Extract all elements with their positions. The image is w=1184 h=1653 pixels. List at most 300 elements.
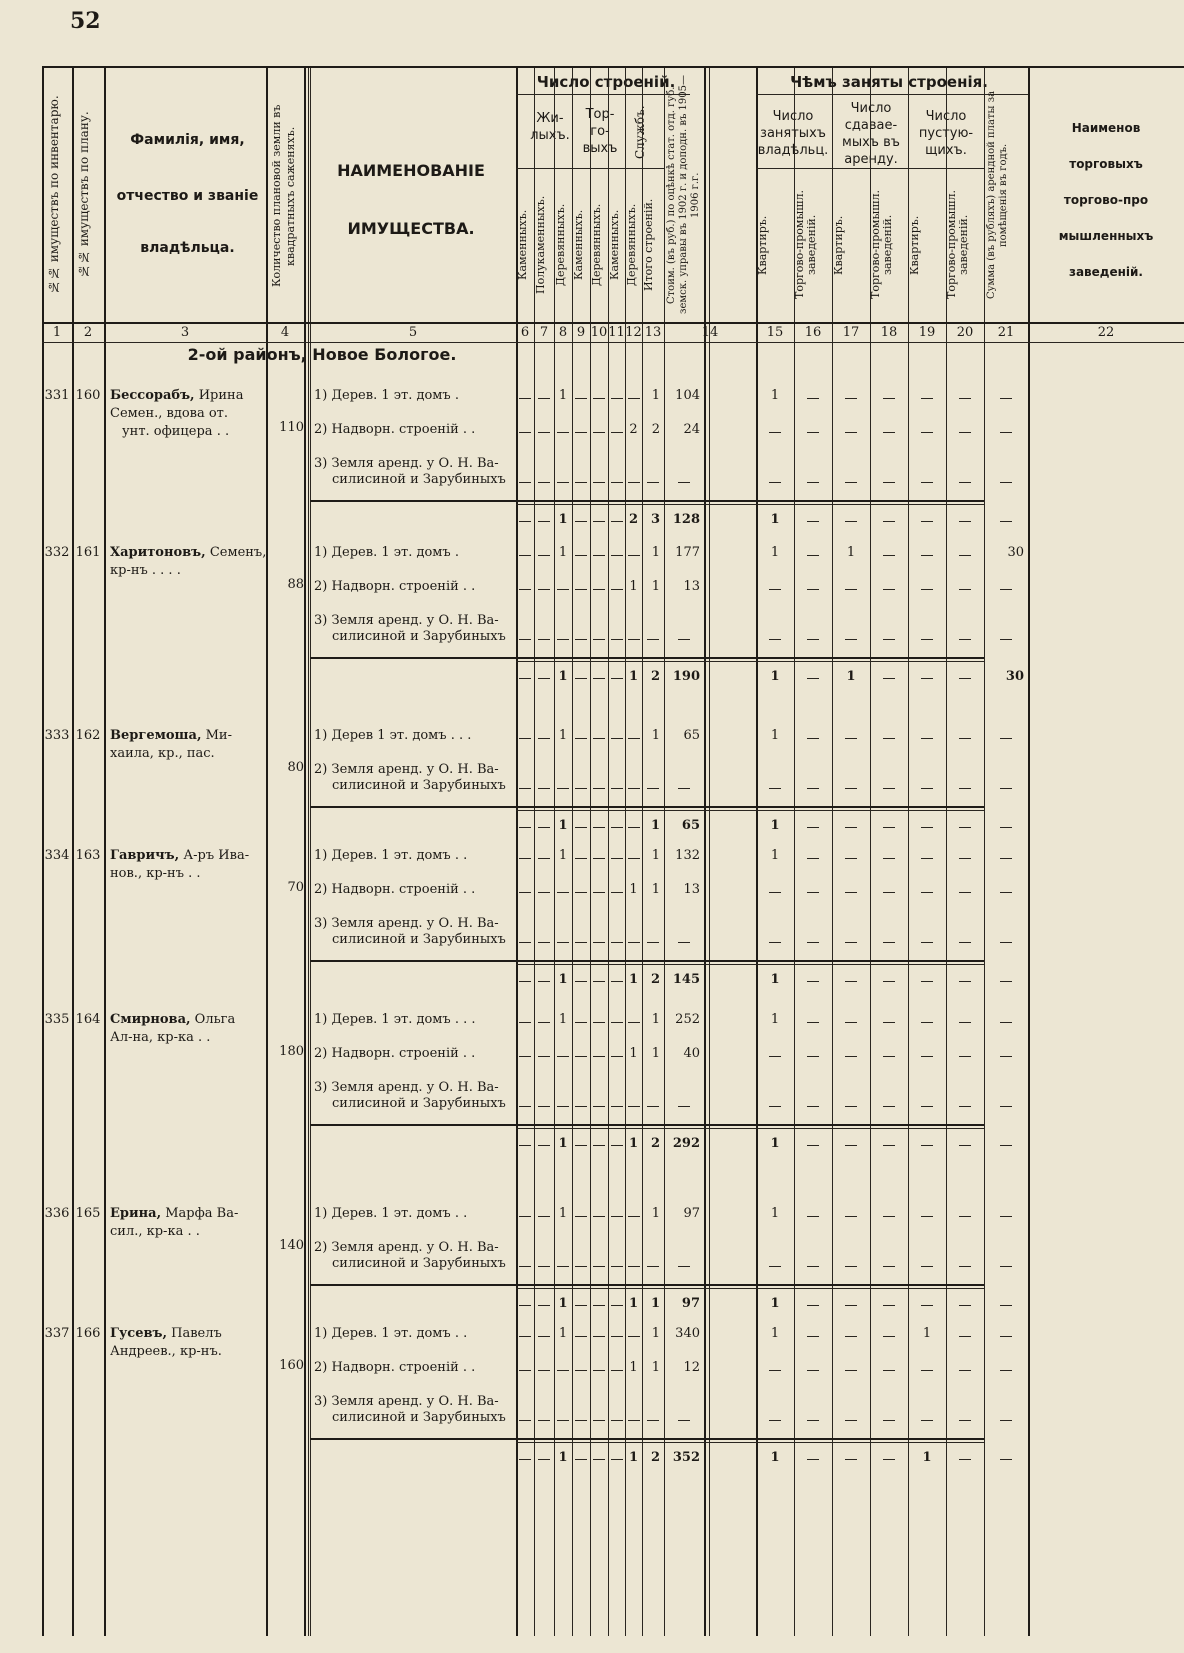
cell-dash (807, 942, 819, 943)
cell-dash (519, 1336, 531, 1337)
cell-c8: 1 (558, 1326, 568, 1341)
cell-c12: 1 (628, 669, 639, 684)
cell-dash (611, 398, 623, 399)
inventory-number: 334 (44, 848, 70, 863)
column-number: 10 (590, 325, 608, 340)
owner-given: Ирина (194, 388, 244, 403)
cell-dash (921, 1106, 933, 1107)
cell-dash (921, 827, 933, 828)
header-col22-line1: Наименов (1071, 121, 1141, 135)
cell-dash (575, 1145, 587, 1146)
cell-dash (611, 942, 623, 943)
cell-c14: 24 (683, 422, 700, 437)
cell-dash (959, 1336, 971, 1337)
cell-dash (593, 678, 605, 679)
cell-c14: 177 (675, 545, 700, 560)
property-item: 2) Надворн. строеній . . (314, 422, 476, 437)
cell-c15: 1 (770, 1326, 780, 1341)
cell-dash (519, 1266, 531, 1267)
header-group-buildings: Число строеній. (536, 73, 676, 91)
cell-dash (1000, 892, 1012, 893)
cell-dash (575, 1022, 587, 1023)
cell-dash (959, 788, 971, 789)
cell-dash (575, 678, 587, 679)
property-item: 3) Земля аренд. у О. Н. Ва- (314, 1394, 499, 1409)
cell-dash (921, 1420, 933, 1421)
cell-dash (628, 942, 640, 943)
property-item: 3) Земля аренд. у О. Н. Ва- (314, 613, 499, 628)
cell-c14: 65 (683, 728, 700, 743)
cell-dash (883, 639, 895, 640)
cell-dash (959, 1420, 971, 1421)
cell-dash (883, 788, 895, 789)
cell-dash (593, 1216, 605, 1217)
cell-dash (1000, 1056, 1012, 1057)
cell-dash (678, 942, 690, 943)
cell-dash (1000, 981, 1012, 982)
cell-dash (519, 521, 531, 522)
cell-c13: 2 (650, 669, 660, 684)
cell-dash (557, 1370, 569, 1371)
cell-dash (538, 942, 550, 943)
header-c12: Деревянныхъ. (625, 203, 638, 287)
cell-c15: 1 (770, 848, 780, 863)
column-number: 19 (918, 325, 936, 340)
cell-c14: 352 (672, 1450, 700, 1465)
subtotal-rule (310, 1124, 984, 1126)
cell-c13: 1 (651, 545, 660, 560)
cell-dash (1000, 1305, 1012, 1306)
cell-dash (807, 827, 819, 828)
cell-dash (593, 521, 605, 522)
cell-dash (628, 1420, 640, 1421)
cell-c14: 190 (672, 669, 700, 684)
subtotal-rule (310, 500, 984, 502)
property-item-cont: силисиной и Зарубиныхъ (332, 1410, 506, 1425)
header-col4: Количество плановой земли въ квадратныхъ саженяхъ. (270, 104, 297, 288)
property-item: 1) Дерев. 1 эт. домъ . . . (314, 1012, 476, 1027)
owner-name (110, 848, 249, 863)
cell-dash (959, 827, 971, 828)
property-item-cont: силисиной и Зарубиныхъ (332, 629, 506, 644)
cell-dash (883, 1459, 895, 1460)
plan-number: 161 (75, 545, 101, 560)
cell-dash (1000, 1266, 1012, 1267)
cell-dash (575, 981, 587, 982)
subtotal-rule (516, 1288, 984, 1289)
table-rule-horizontal (516, 94, 690, 95)
cell-dash (921, 678, 933, 679)
cell-dash (647, 1420, 659, 1421)
cell-dash (557, 1266, 569, 1267)
owner-surname: Ерина, (110, 1206, 162, 1221)
cell-dash (519, 827, 531, 828)
cell-dash (1000, 1336, 1012, 1337)
cell-c15: 1 (770, 669, 780, 684)
cell-dash (593, 1370, 605, 1371)
owner-surname: Смирнова, (110, 1012, 191, 1027)
header-col1: №№ имуществъ по инвентарю. (47, 95, 61, 295)
cell-c13: 1 (651, 728, 660, 743)
cell-dash (611, 738, 623, 739)
property-item: 3) Земля аренд. у О. Н. Ва- (314, 1080, 499, 1095)
cell-c14: 97 (681, 1296, 700, 1311)
cell-dash (575, 555, 587, 556)
cell-c14: 340 (675, 1326, 700, 1341)
cell-dash (519, 1145, 531, 1146)
property-item-cont: силисиной и Зарубиныхъ (332, 1096, 506, 1111)
cell-c8: 1 (558, 512, 568, 527)
cell-dash (959, 1305, 971, 1306)
cell-c12: 1 (628, 1136, 639, 1151)
inventory-table (42, 66, 1184, 1636)
cell-dash (883, 432, 895, 433)
cell-dash (1000, 432, 1012, 433)
cell-dash (593, 892, 605, 893)
cell-dash (807, 1022, 819, 1023)
owner-name (110, 728, 232, 743)
table-rule-vertical (310, 66, 311, 1636)
cell-dash (883, 555, 895, 556)
cell-dash (807, 1106, 819, 1107)
cell-dash (557, 639, 569, 640)
header-group-occupied: Чѣмъ заняты строенія. (790, 73, 988, 91)
cell-c13: 1 (651, 882, 660, 897)
cell-dash (959, 1459, 971, 1460)
cell-c8: 1 (558, 1450, 568, 1465)
header-c15: Квартиръ. (756, 215, 769, 275)
cell-dash (807, 1216, 819, 1217)
cell-dash (593, 858, 605, 859)
cell-dash (883, 482, 895, 483)
cell-dash (921, 788, 933, 789)
cell-c8: 1 (558, 728, 568, 743)
cell-c12: 1 (629, 1360, 638, 1375)
cell-dash (575, 1305, 587, 1306)
cell-dash (538, 1420, 550, 1421)
cell-c15: 1 (770, 1296, 780, 1311)
cell-dash (845, 398, 857, 399)
cell-dash (538, 738, 550, 739)
cell-dash (678, 482, 690, 483)
cell-c12: 1 (629, 579, 638, 594)
cell-dash (611, 1305, 623, 1306)
cell-dash (883, 1145, 895, 1146)
property-item: 3) Земля аренд. у О. Н. Ва- (314, 456, 499, 471)
column-number: 17 (842, 325, 860, 340)
cell-dash (845, 892, 857, 893)
subtotal-rule (516, 1128, 984, 1129)
cell-c12: 1 (628, 1296, 639, 1311)
table-rule-vertical (704, 66, 706, 1636)
cell-dash (807, 521, 819, 522)
cell-dash (593, 1106, 605, 1107)
cell-dash (1000, 858, 1012, 859)
cell-dash (769, 1420, 781, 1421)
table-rule-horizontal (756, 168, 984, 169)
table-rule-vertical (1028, 66, 1030, 1636)
cell-dash (519, 981, 531, 982)
cell-c13: 1 (651, 1360, 660, 1375)
cell-dash (628, 1106, 640, 1107)
cell-dash (883, 589, 895, 590)
cell-c21: 30 (1005, 669, 1024, 684)
cell-dash (807, 788, 819, 789)
cell-dash (557, 942, 569, 943)
cell-dash (593, 555, 605, 556)
cell-dash (959, 589, 971, 590)
cell-dash (845, 589, 857, 590)
cell-dash (769, 1370, 781, 1371)
owner-surname: Гусевъ, (110, 1326, 168, 1341)
cell-dash (538, 521, 550, 522)
table-rule-horizontal (516, 168, 664, 169)
cell-dash (538, 858, 550, 859)
cell-c13: 1 (651, 1206, 660, 1221)
owner-surname: Гавричъ, (110, 848, 180, 863)
owner-name (110, 1326, 222, 1341)
header-col22-line4: мышленныхъ (1058, 229, 1154, 243)
cell-dash (845, 1336, 857, 1337)
cell-dash (611, 521, 623, 522)
cell-dash (628, 639, 640, 640)
cell-dash (611, 589, 623, 590)
cell-dash (611, 827, 623, 828)
cell-dash (557, 589, 569, 590)
property-item-cont: силисиной и Зарубиныхъ (332, 1256, 506, 1271)
cell-dash (845, 1216, 857, 1217)
cell-c13: 1 (651, 1012, 660, 1027)
column-number: 2 (83, 325, 93, 340)
cell-dash (628, 738, 640, 739)
cell-dash (611, 1420, 623, 1421)
cell-dash (769, 1106, 781, 1107)
cell-dash (883, 858, 895, 859)
owner-surname: Вергемоша, (110, 728, 202, 743)
cell-dash (921, 1266, 933, 1267)
header-occ-empty: Число пустую-щихъ. (918, 109, 974, 158)
owner-name (110, 1012, 235, 1027)
cell-dash (575, 521, 587, 522)
cell-c14: 128 (672, 512, 700, 527)
cell-dash (593, 1145, 605, 1146)
cell-c13: 1 (651, 1046, 660, 1061)
cell-dash (538, 1106, 550, 1107)
cell-dash (557, 432, 569, 433)
header-c11: Каменныхъ. (608, 209, 621, 281)
cell-c15: 1 (770, 545, 780, 560)
cell-dash (538, 827, 550, 828)
cell-c13: 2 (651, 422, 660, 437)
cell-dash (845, 1305, 857, 1306)
cell-c15: 1 (770, 388, 780, 403)
cell-dash (557, 482, 569, 483)
cell-dash (593, 1056, 605, 1057)
cell-dash (519, 1216, 531, 1217)
cell-c8: 1 (558, 1136, 568, 1151)
cell-dash (845, 981, 857, 982)
owner-given: Семенъ, (205, 545, 267, 560)
property-item-cont: силисиной и Зарубиныхъ (332, 932, 506, 947)
cell-dash (519, 1459, 531, 1460)
header-c17: Квартиръ. (832, 215, 845, 275)
cell-c8: 1 (558, 1206, 568, 1221)
cell-c12: 1 (629, 882, 638, 897)
cell-c8: 1 (558, 388, 568, 403)
plan-number: 162 (75, 728, 101, 743)
column-number: 20 (956, 325, 974, 340)
cell-dash (647, 1266, 659, 1267)
cell-c13: 1 (651, 388, 660, 403)
cell-dash (883, 827, 895, 828)
header-c13: Итого строеній. (642, 198, 655, 292)
cell-dash (1000, 1420, 1012, 1421)
cell-c15: 1 (770, 1450, 780, 1465)
cell-dash (921, 482, 933, 483)
cell-dash (807, 1459, 819, 1460)
table-rule-horizontal (42, 66, 1184, 68)
cell-dash (769, 1266, 781, 1267)
inventory-number: 335 (44, 1012, 70, 1027)
header-col22-line2: торговыхъ (1069, 157, 1143, 171)
cell-dash (921, 555, 933, 556)
cell-dash (1000, 827, 1012, 828)
cell-dash (557, 1420, 569, 1421)
property-item: 2) Земля аренд. у О. Н. Ва- (314, 1240, 499, 1255)
cell-dash (611, 1216, 623, 1217)
header-occ-owner: Число занятыхъ владѣльц. (757, 109, 829, 158)
header-col5-line2: ИМУЩЕСТВА. (347, 219, 475, 238)
cell-dash (611, 639, 623, 640)
owner-surname: Харитоновъ, (110, 545, 206, 560)
subtotal-rule (516, 810, 984, 811)
column-number: 4 (280, 325, 290, 340)
subtotal-rule (516, 661, 984, 662)
cell-dash (807, 678, 819, 679)
cell-c14: 132 (675, 848, 700, 863)
cell-dash (611, 555, 623, 556)
cell-dash (883, 1216, 895, 1217)
property-item: 3) Земля аренд. у О. Н. Ва- (314, 916, 499, 931)
cell-dash (1000, 1459, 1012, 1460)
cell-c12: 2 (629, 422, 638, 437)
cell-dash (1000, 1022, 1012, 1023)
cell-dash (845, 1145, 857, 1146)
cell-c19: 1 (922, 1326, 932, 1341)
header-c18: Торгово-промышл. заведеній. (869, 190, 894, 300)
cell-dash (538, 1459, 550, 1460)
cell-dash (538, 1266, 550, 1267)
cell-dash (769, 432, 781, 433)
header-col3-line2: отчество и званіе (116, 188, 259, 204)
cell-dash (611, 1459, 623, 1460)
cell-dash (647, 482, 659, 483)
cell-dash (959, 892, 971, 893)
cell-dash (921, 858, 933, 859)
section-title: 2-ой районъ, Новое Бологое. (187, 345, 457, 364)
table-rule-vertical (308, 66, 309, 1636)
cell-dash (1000, 1106, 1012, 1107)
cell-dash (611, 432, 623, 433)
subtotal-rule (310, 1284, 984, 1286)
cell-dash (519, 788, 531, 789)
cell-c8: 1 (558, 669, 568, 684)
owner-given: Павелъ (167, 1326, 222, 1341)
cell-dash (883, 738, 895, 739)
subtotal-rule (310, 657, 984, 659)
cell-dash (883, 678, 895, 679)
cell-dash (575, 827, 587, 828)
cell-dash (519, 482, 531, 483)
owner-details: сил., кр-ка . . (110, 1224, 200, 1239)
cell-c15: 1 (770, 512, 780, 527)
cell-dash (611, 1106, 623, 1107)
cell-dash (519, 1420, 531, 1421)
table-rule-horizontal (42, 322, 1184, 324)
cell-dash (611, 482, 623, 483)
cell-dash (883, 1022, 895, 1023)
cell-dash (538, 1145, 550, 1146)
cell-dash (921, 942, 933, 943)
owner-given: А-ръ Ива- (179, 848, 250, 863)
cell-dash (883, 1266, 895, 1267)
cell-dash (883, 1305, 895, 1306)
plan-number: 165 (75, 1206, 101, 1221)
plan-number: 163 (75, 848, 101, 863)
property-item: 1) Дерев 1 эт. домъ . . . (314, 728, 472, 743)
cell-dash (921, 1056, 933, 1057)
cell-dash (628, 1266, 640, 1267)
table-rule-vertical (709, 66, 710, 1636)
cell-dash (807, 858, 819, 859)
cell-dash (647, 639, 659, 640)
cell-dash (807, 639, 819, 640)
cell-dash (611, 1022, 623, 1023)
owner-details: унт. офицера . . (122, 424, 230, 439)
cell-dash (593, 1336, 605, 1337)
header-col3-line1: Фамилія, имя, (130, 132, 245, 148)
cell-dash (883, 398, 895, 399)
land-area: 140 (279, 1238, 304, 1253)
cell-dash (845, 1022, 857, 1023)
cell-dash (807, 589, 819, 590)
cell-dash (538, 788, 550, 789)
cell-dash (519, 1022, 531, 1023)
cell-dash (845, 1106, 857, 1107)
header-c14: Стоим. (въ руб.) по оцѣнкѣ стат. отд. губ. земск. управы въ 1902 г. и доподн. въ 1905—1906 г.г. (666, 75, 701, 315)
header-c19: Квартиръ. (908, 215, 921, 275)
cell-dash (883, 942, 895, 943)
cell-dash (575, 1266, 587, 1267)
cell-dash (1000, 942, 1012, 943)
table-rule-vertical (266, 66, 268, 1636)
cell-dash (769, 639, 781, 640)
inventory-number: 333 (44, 728, 70, 743)
cell-dash (678, 1420, 690, 1421)
cell-dash (519, 942, 531, 943)
header-occ-rent: Число сдавае-мыхъ въ аренду. (842, 101, 900, 167)
cell-dash (593, 398, 605, 399)
table-rule-horizontal (42, 342, 1184, 343)
land-area: 88 (287, 577, 304, 592)
cell-c17: 1 (846, 545, 856, 560)
header-col5-line1: НАИМЕНОВАНІЕ (337, 161, 485, 180)
header-sub-trade: Тор-го-выхъ (582, 107, 618, 156)
cell-dash (959, 981, 971, 982)
cell-dash (593, 432, 605, 433)
cell-dash (593, 589, 605, 590)
plan-number: 164 (75, 1012, 101, 1027)
